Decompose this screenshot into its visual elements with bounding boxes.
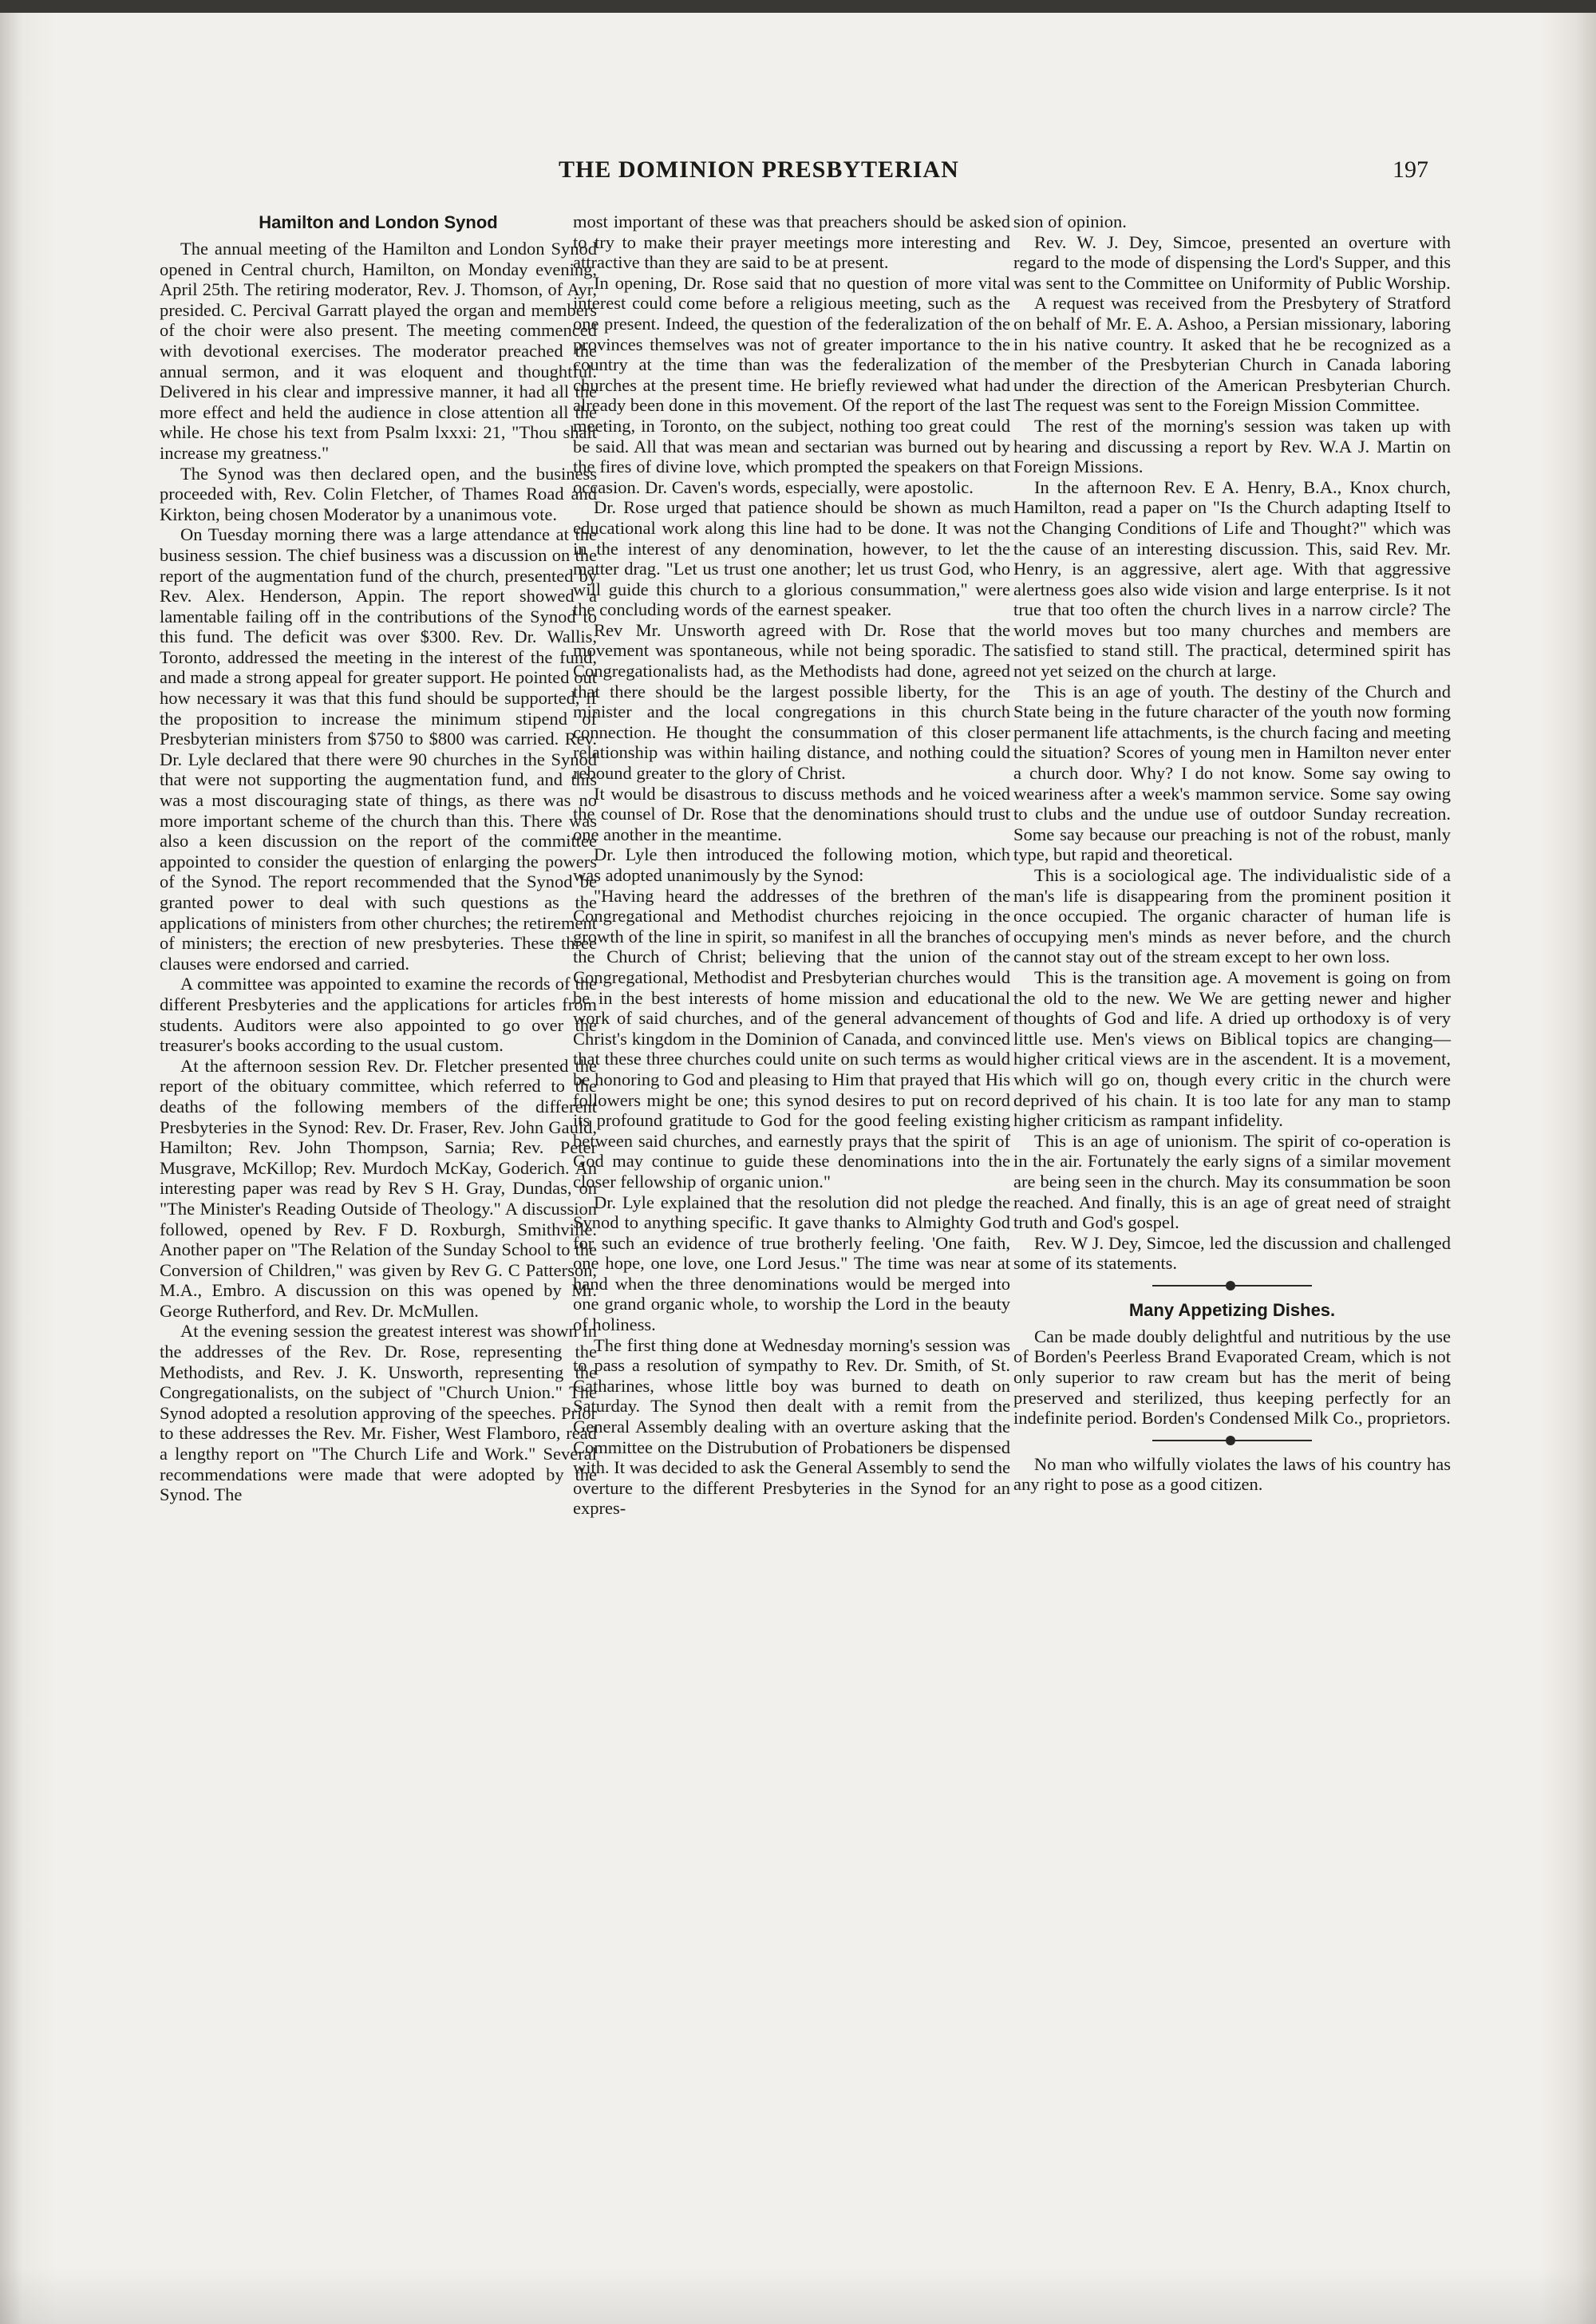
paragraph: A request was received from the Presbytery of Stratford on behalf of Mr. E. A. Ashoo, a Persian missionary, laboring in his native country. It asked that he be recognized as a member of the Presbyterian Church in Canada laboring under the direction of the American Presbyterian Church. The request was sent to the Foreign Mission Committee.: [1013, 293, 1451, 416]
paragraph: This is a sociological age. The individualistic side of a man's life is disappearing from the prominent position it once occupied. The organic character of human life is occupying men's minds as never before, and the church cannot stay out of the stream except to her own loss.: [1013, 865, 1451, 967]
paragraph: Can be made doubly delightful and nutritious by the use of Borden's Peerless Brand Evaporated Cream, which is not only superior to raw cream but has the merit of being preserved and sterilized, thus keeping perfectly for an indefinite period. Borden's Condensed Milk Co., proprietors.: [1013, 1326, 1451, 1429]
paragraph: most important of these was that preachers should be asked to try to make their prayer meetings more interesting and attractive than they are said to be at present.: [573, 211, 1010, 273]
paragraph: This is the transition age. A movement is going on from the old to the new. We We are getting newer and higher thoughts of God and life. A dried up orthodoxy is of very little use. Men's views on Biblical topics are changing—higher critical views are in the ascendent. It is a movement, which will go on, though every critic in the church were deprived of his chain. It is too late for any man to stamp higher criticism as rampant infidelity.: [1013, 966, 1451, 1131]
paragraph: Rev. W. J. Dey, Simcoe, presented an overture with regard to the mode of dispensing the Lord's Supper, and this was sent to the Committee on Uniformity of Public Worship.: [1013, 231, 1451, 293]
resolution-quote: "Having heard the addresses of the brethren of the Congregational and Methodist churches rejoicing in the growth of the line in spirit, so manifest in all the branches of the Church of Christ; believing that the union of the Congregational, Methodist and Presbyterian churches would be in the best interests of home mission and educational work of said churches, and of the general advancement of Christ's kingdom in the Dominion of Canada, and convinced that these three churches could unite on such terms as would be honoring to God and pleasing to Him that prayed that His followers might be one; this synod desires to put on record its profound gratitude to God for the good feeling existing between said churches, and earnestly prays that the spirit of God may continue to guide these denominations into the closer fellowship of organic union.": [573, 885, 1010, 1192]
scan-border: [0, 0, 1596, 13]
newspaper-title: THE DOMINION PRESBYTERIAN: [559, 156, 959, 183]
scan-shadow: [0, 2267, 1596, 2324]
page-header: [160, 156, 1452, 188]
paragraph: Rev Mr. Unsworth agreed with Dr. Rose that the movement was spontaneous, while not being sporadic. The Congregationalists had, as the Methodists had done, agreed that there should be the largest possible liberty, for the minister and the local congregations in this church connection. He thought the consummation of this closer relationship was within hailing distance, and nothing could rebound greater to the glory of Christ.: [573, 619, 1010, 784]
paragraph: This is an age of unionism. The spirit of co-operation is in the air. Fortunately the early signs of a similar movement are being seen in the church. May its consummation be soon reached. And finally, this is an age of great need of straight truth and God's gospel.: [1013, 1130, 1451, 1233]
paragraph: The first thing done at Wednesday morning's session was to pass a resolution of sympathy to Rev. Dr. Smith, of St. Catharines, whose little boy was burned to death on Saturday. The Synod then dealt with a remit from the General Assembly dealing with an overture asking that the Committee on the Distrubution of Probationers be dispensed with. It was decided to ask the General Assembly to send the overture to the different Presbyteries in the Synod for an expres-: [573, 1334, 1010, 1519]
article-title: Many Appetizing Dishes.: [1128, 1299, 1336, 1320]
section-divider: [1152, 1440, 1312, 1446]
page-number: 197: [1393, 156, 1428, 183]
paragraph: A committee was appointed to examine the records of the different Presbyteries and the applications for articles from students. Auditors were also appointed to go over the treasurer's books according to the usual custom.: [160, 974, 597, 1056]
paragraph: In the afternoon Rev. E A. Henry, B.A., Knox church, Hamilton, read a paper on "Is the Church adapting Itself to the Changing Conditions of Life and Thought?" which was the cause of an interesting discussion. This, said Rev. Mr. Henry, is an aggressive, alert age. With that aggressive alertness goes also wide vision and large enterprise. Is it not true that too often the church lives in a narrow circle? The world moves but too many churches and members are satisfied to stand still. The practical, determined spirit has not yet seized on the church at large.: [1013, 476, 1451, 682]
paragraph: The Synod was then declared open, and the business proceeded with, Rev. Colin Fletcher, of Thames Road and Kirkton, being chosen Moderator by a unanimous vote.: [160, 463, 597, 524]
paragraph: Dr. Lyle explained that the resolution did not pledge the Synod to anything specific. It gave thanks to Almighty God for such an evidence of true brotherly feeling. 'One faith, one hope, one love, one Lord Jesus." The time was near at hand when the three denominations would be merged into one grand organic whole, to worship the Lord in the beauty of holiness.: [573, 1192, 1010, 1335]
paragraph: Rev. W J. Dey, Simcoe, led the discussion and challenged some of its statements.: [1013, 1232, 1451, 1274]
paragraph: No man who wilfully violates the laws of his country has any right to pose as a good citizen.: [1013, 1453, 1451, 1495]
paragraph: The annual meeting of the Hamilton and London Synod opened in Central church, Hamilton, on Monday evening, April 25th. The retiring moderator, Rev. J. Thomson, of Ayr, presided. C. Percival Garratt played the organ and members of the choir were also present. The meeting commenced with devotional exercises. The moderator preached the annual sermon, and it was eloquent and thoughtful. Delivered in his clear and impressive manner, it had all the more effect and held the audience in close attention all the while. He chose his text from Psalm lxxxi: 21, "Thou shalt increase my greatness.": [160, 239, 597, 463]
section-divider: [1152, 1285, 1312, 1291]
paragraph: In opening, Dr. Rose said that no question of more vital interest could come before a religious meeting, such as the one present. Indeed, the question of the federalization of the provinces themselves was not of greater importance to the country at the time than was the federalization of the churches at the present time. He briefly reviewed what had already been done in this movement. Of the report of the last meeting, in Toronto, on the subject, nothing too great could be said. All that was mean and sectarian was burned out by the fires of divine love, which prompted the speakers on that occasion. Dr. Caven's words, especially, were apostolic.: [573, 272, 1010, 497]
column-1: [160, 211, 597, 1505]
paragraph: Dr. Rose urged that patience should be shown as much educational work along this line had to be done. It was not in the interest of any denomination, however, to let the matter drag. "Let us trust one another; let us trust God, who will guide this church to a glorious consummation," were the concluding words of the earnest speaker.: [573, 497, 1010, 620]
divider-ornament: [1226, 1436, 1235, 1445]
column-3: [1013, 211, 1451, 1495]
paragraph: At the evening session the greatest interest was shown in the addresses of the Rev. Dr. Rose, representing the Methodists, and Rev. J. K. Unsworth, representing the Congregationalists, on the subject of "Church Union." The Synod adopted a resolution approving of the speeches. Prior to these addresses the Rev. Mr. Fisher, West Flamboro, read a lengthy report on "The Church Life and Work." Several recommendations were made that were adopted by the Synod. The: [160, 1321, 597, 1505]
divider-ornament: [1226, 1281, 1235, 1290]
article-title: Hamilton and London Synod: [259, 212, 498, 232]
paragraph: This is an age of youth. The destiny of the Church and State being in the future character of the youth now forming permanent life attachments, is the church facing and meeting the situation? Scores of young men in Hamilton never enter a church door. Why? I do not know. Some say owing to weariness after a week's mammon service. Some say owing to clubs and the undue use of outdoor Sunday recreation. Some say because our preaching is not of the robust, manly type, but rapid and theoretical.: [1013, 681, 1451, 865]
paragraph: At the afternoon session Rev. Dr. Fletcher presented the report of the obituary committee, which referred to the deaths of the following members of the different Presbyteries in the Synod: Rev. Dr. Fraser, Rev. John Gauld, Hamilton; Rev. John Thompson, Sarnia; Rev. Peter Musgrave, McKillop; Rev. Murdoch McKay, Goderich. An interesting paper was read by Rev S H. Gray, Dundas, on "The Minister's Reading Outside of Theology." A discussion followed, opened by Rev. F D. Roxburgh, Smithville. Another paper on "The Relation of the Sunday School to the Conversion of Children," was given by Rev G. C Patterson, M.A., Embro. A discussion on this was opened by Mr. George Rutherford, and Rev. Dr. McMullen.: [160, 1055, 597, 1321]
paragraph: On Tuesday morning there was a large attendance at the business session. The chief business was a discussion on the report of the augmentation fund of the church, presented by Rev. Alex. Henderson, Appin. The report showed a lamentable failing off in the contributions of the Synod to this fund. The deficit was over $300. Rev. Dr. Wallis, Toronto, addressed the meeting in the interest of the fund, and made a strong appeal for greater support. He pointed out how necessary it was that this fund should be supported, if the proposition to increase the minimum stipend of Presbyterian ministers from $750 to $800 was carried. Rev. Dr. Lyle declared that there were 90 churches in the Synod that were not supporting the augmentation fund, and this was a most discouraging state of things, as there was no more important scheme of the church than this. There was also a keen discussion on the report of the committee appointed to consider the question of enlarging the powers of the Synod. The report recommended that the Synod be granted power to deal with such questions as the applications of ministers from other churches; the retirement of ministers; the erection of new presbyteries. These three clauses were endorsed and carried.: [160, 524, 597, 974]
paragraph: Dr. Lyle then introduced the following motion, which was adopted unanimously by the Synod:: [573, 844, 1010, 885]
paragraph: The rest of the morning's session was taken up with hearing and discussing a report by Rev. W.A J. Martin on Foreign Missions.: [1013, 415, 1451, 477]
paragraph: sion of opinion.: [1013, 211, 1127, 231]
column-2: [573, 211, 1010, 1519]
paragraph: It would be disastrous to discuss methods and he voiced the counsel of Dr. Rose that the denominations should trust one another in the meantime.: [573, 783, 1010, 844]
